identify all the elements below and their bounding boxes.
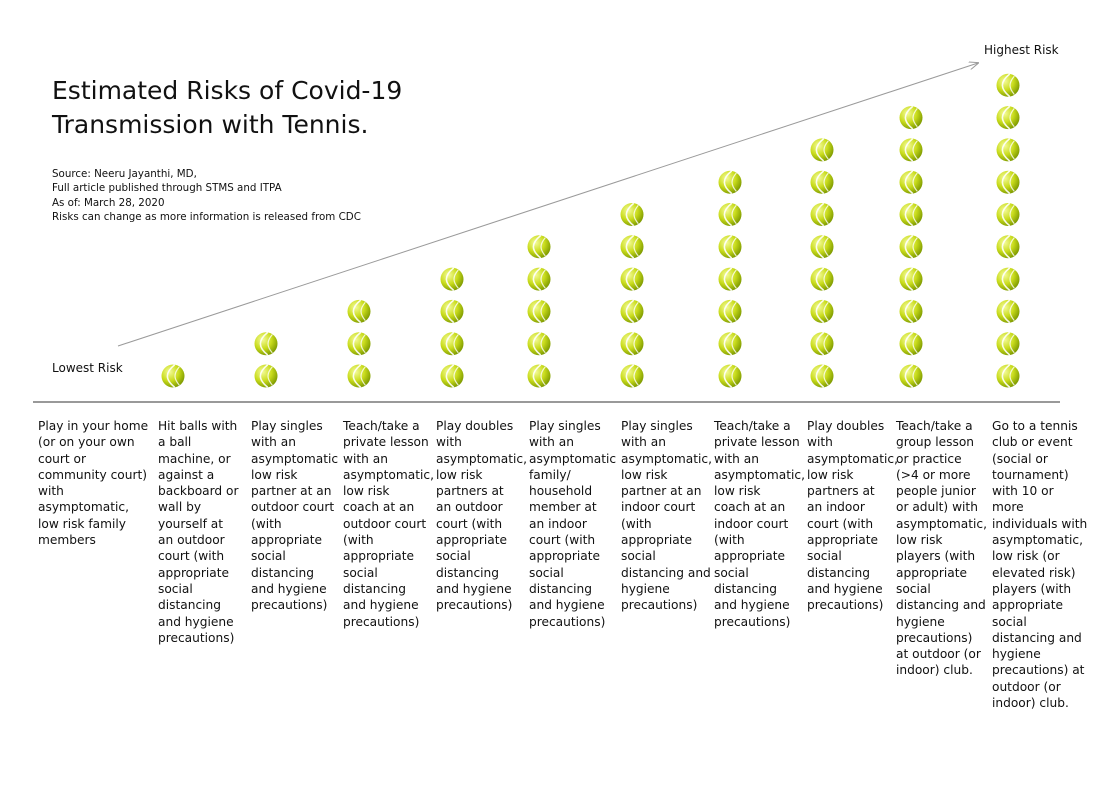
tennis-ball-icon	[900, 300, 923, 323]
tennis-ball-icon	[900, 138, 923, 161]
chart-title-line: Transmission with Tennis.	[52, 110, 369, 139]
tennis-ball-icon	[348, 332, 371, 355]
category-label: Play singles with an asymptomatic family/ household member at an indoor court (with appropriate social distancing and hygiene precautions)	[529, 419, 617, 629]
tennis-ball-icon	[441, 300, 464, 323]
risk-bar	[348, 300, 371, 388]
tennis-ball-icon	[900, 365, 923, 388]
tennis-ball-icon	[811, 332, 834, 355]
tennis-ball-icon	[811, 300, 834, 323]
tennis-ball-icon	[900, 171, 923, 194]
tennis-ball-icon	[719, 332, 742, 355]
tennis-ball-icon	[621, 300, 644, 323]
category-label: Go to a tennis club or event (social or tournament) with 10 or more individuals with asymptomatic, low risk (or elevated risk) players (with appropriate social distancing and hygiene precautions) at outdoor (or indoor) club.	[992, 419, 1088, 711]
risk-bar	[528, 235, 551, 387]
risk-bar	[811, 138, 834, 387]
category-label: Play doubles with asymptomatic, low risk partners at an outdoor court (with appropriate social distancing and hygiene precautions)	[436, 419, 527, 613]
tennis-ball-icon	[997, 235, 1020, 258]
tennis-ball-icon	[348, 365, 371, 388]
tennis-ball-icon	[162, 365, 185, 388]
source-line: As of: March 28, 2020	[52, 196, 165, 209]
tennis-ball-icon	[997, 106, 1020, 129]
tennis-ball-icon	[441, 332, 464, 355]
tennis-ball-icon	[997, 365, 1020, 388]
tennis-ball-icon	[997, 268, 1020, 291]
tennis-ball-icon	[621, 332, 644, 355]
tennis-ball-icon	[719, 268, 742, 291]
tennis-ball-icon	[900, 332, 923, 355]
tennis-ball-icon	[719, 235, 742, 258]
tennis-ball-icon	[528, 332, 551, 355]
risk-bar	[621, 203, 644, 388]
tennis-ball-icon	[811, 235, 834, 258]
tennis-ball-icon	[811, 365, 834, 388]
risk-bar	[900, 106, 923, 387]
tennis-ball-icon	[719, 171, 742, 194]
source-line: Full article published through STMS and ITPA	[52, 182, 282, 195]
risk-bar	[255, 332, 278, 387]
risk-bar	[162, 365, 185, 388]
lowest-risk-label: Lowest Risk	[52, 361, 123, 375]
tennis-ball-icon	[348, 300, 371, 323]
tennis-ball-icon	[719, 203, 742, 226]
source-line: Source: Neeru Jayanthi, MD,	[52, 168, 197, 180]
tennis-ball-icon	[621, 365, 644, 388]
tennis-ball-icon	[900, 106, 923, 129]
tennis-ball-icon	[997, 171, 1020, 194]
chart-title-line: Estimated Risks of Covid-19	[52, 76, 403, 105]
category-label: Teach/take a group lesson or practice (>4 or more people junior or adult) with asymptomatic, low risk players (with appropriate social distancing and hygiene precautions) at outdoor (or indoor) club.	[896, 419, 987, 678]
tennis-ball-icon	[900, 235, 923, 258]
tennis-ball-icon	[997, 138, 1020, 161]
tennis-ball-icon	[997, 332, 1020, 355]
risk-arrow	[118, 63, 978, 346]
tennis-ball-icon	[528, 235, 551, 258]
tennis-ball-icon	[621, 235, 644, 258]
tennis-ball-icon	[719, 365, 742, 388]
tennis-ball-icon	[255, 365, 278, 388]
tennis-ball-icon	[997, 203, 1020, 226]
category-label: Teach/take a private lesson with an asymptomatic, low risk coach at an outdoor court (with appropriate social distancing and hygiene precautions)	[343, 419, 434, 629]
tennis-ball-icon	[811, 171, 834, 194]
tennis-ball-icon	[997, 74, 1020, 97]
risk-bar	[997, 74, 1020, 388]
tennis-ball-icon	[900, 268, 923, 291]
tennis-ball-icon	[811, 203, 834, 226]
risk-bar	[719, 171, 742, 388]
tennis-ball-icon	[441, 268, 464, 291]
category-label: Play singles with an asymptomatic, low risk partner at an indoor court (with appropriate social distancing and hygiene precautions)	[621, 419, 712, 613]
tennis-ball-icon	[997, 300, 1020, 323]
tennis-ball-icon	[528, 365, 551, 388]
tennis-ball-icon	[621, 268, 644, 291]
tennis-ball-icon	[255, 332, 278, 355]
risk-bar	[441, 268, 464, 388]
tennis-ball-icon	[811, 268, 834, 291]
tennis-ball-icon	[621, 203, 644, 226]
highest-risk-label: Highest Risk	[984, 43, 1059, 57]
tennis-ball-icon	[441, 365, 464, 388]
source-line: Risks can change as more information is released from CDC	[52, 211, 361, 224]
tennis-ball-icon	[900, 203, 923, 226]
category-label: Play in your home (or on your own court or community court) with asymptomatic, low risk family members	[38, 419, 149, 548]
tennis-ball-icon	[528, 268, 551, 291]
category-label: Hit balls with a ball machine, or against a backboard or wall by yourself at an outdoor court (with appropriate social distancing and hygiene precautions)	[158, 419, 239, 645]
category-label: Teach/take a private lesson with an asymptomatic, low risk coach at an indoor court (with appropriate social distancing and hygiene precautions)	[714, 419, 805, 629]
tennis-ball-icon	[719, 300, 742, 323]
category-label: Play singles with an asymptomatic low risk partner at an outdoor court (with appropriate social distancing and hygiene precautions)	[251, 419, 339, 613]
tennis-ball-icon	[528, 300, 551, 323]
category-label: Play doubles with asymptomatic, low risk partners at an indoor court (with appropriate social distancing and hygiene precautions)	[807, 419, 898, 613]
tennis-ball-icon	[811, 138, 834, 161]
